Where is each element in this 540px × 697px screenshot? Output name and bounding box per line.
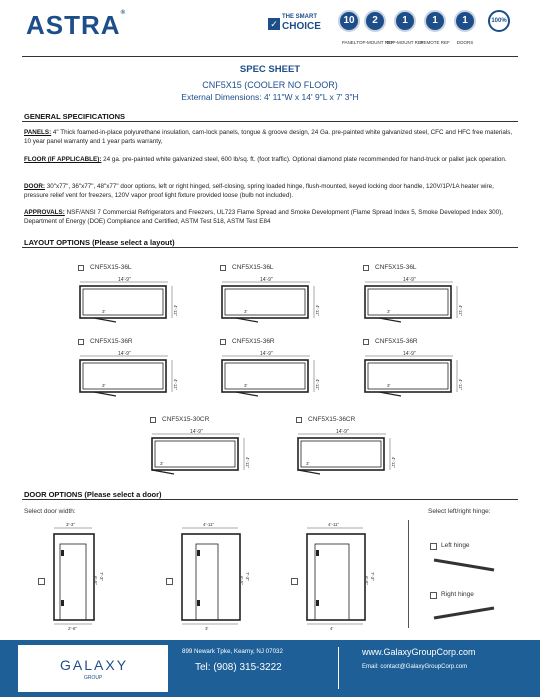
layout-floorplan: [214, 346, 324, 401]
spec-title: SPEC SHEET: [239, 64, 301, 75]
svg-text:4'-11": 4'-11": [245, 457, 250, 469]
svg-text:14'-9": 14'-9": [403, 351, 416, 357]
svg-text:4'-11": 4'-11": [328, 522, 340, 527]
layout-checkbox[interactable]: [220, 339, 226, 345]
door-width-checkbox-2[interactable]: [291, 578, 298, 585]
svg-text:4'-11": 4'-11": [203, 522, 215, 527]
svg-text:3': 3': [387, 383, 391, 388]
svg-text:7'-3": 7'-3": [370, 572, 375, 581]
svg-text:3': 3': [387, 309, 391, 314]
header-divider: [22, 56, 518, 57]
layout-checkbox[interactable]: [363, 339, 369, 345]
layout-label: CNF5X15-36R: [90, 338, 133, 345]
warranty-badge-remote: 1: [424, 10, 446, 32]
layout-floorplan: [72, 272, 182, 327]
footer-phone[interactable]: Tel: (908) 315-3222: [195, 662, 282, 673]
layout-label: CNF5X15-36R: [232, 338, 275, 345]
approvals-spec: APPROVALS: NSF/ANSI 7 Commercial Refrigerators and Freezers, UL723 Flame Spread and Smoke Development (Flame Spread Index 5, Smoke Developed Index 300), Department of Energy (DOE) Compliance and Certified, ASTM Test 518, ASTM Test E84: [24, 209, 504, 226]
svg-text:3': 3': [160, 461, 164, 466]
svg-text:14'-9": 14'-9": [260, 277, 273, 283]
right-hinge-checkbox[interactable]: [430, 592, 437, 599]
layout-floorplan: [144, 424, 254, 479]
svg-text:7'-3": 7'-3": [99, 572, 104, 581]
floor-spec: FLOOR (IF APPLICABLE): 24 ga. pre-painted white galvanized steel, 600 lb/sq. ft. (foot traffic). Optional diamond plate recommended for hand-truck or pallet jack operation.: [24, 156, 507, 163]
svg-text:14'-9": 14'-9": [190, 429, 203, 435]
hinge-prompt: Select left/right hinge:: [428, 508, 491, 515]
layout-checkbox[interactable]: [220, 265, 226, 271]
left-hinge-icon: [430, 556, 500, 574]
layout-label: CNF5X15-36R: [375, 338, 418, 345]
door-elevation-1: [180, 520, 260, 632]
left-hinge-checkbox[interactable]: [430, 543, 437, 550]
svg-text:4'-11": 4'-11": [315, 305, 320, 317]
svg-text:4'-11": 4'-11": [391, 457, 396, 469]
warranty-badge-topmount-2: 1: [394, 10, 416, 32]
external-dimensions: External Dimensions: 4' 11"W x 14' 9"L x 7' 3"H: [181, 92, 359, 102]
svg-text:4'-11": 4'-11": [458, 379, 463, 391]
layout-checkbox[interactable]: [363, 265, 369, 271]
svg-text:3': 3': [306, 461, 310, 466]
footer-divider: [338, 647, 339, 689]
divider: [22, 247, 518, 248]
layout-heading: LAYOUT OPTIONS (Please select a layout): [24, 238, 175, 247]
door-spec: DOOR: 30"x77", 36"x77", 48"x77" door options, left or right hinged, self-closing, spring loaded hinge, flush-mounted, keyed locking door handle, 120V/1P/1A heater wire, pressure relief vent for freezers, 120V vapor proof light fixture provided loose (bulb not included).: [24, 183, 494, 200]
svg-text:14'-9": 14'-9": [336, 429, 349, 435]
door-width-prompt: Select door width:: [24, 508, 76, 515]
smart-choice-logo: ✓ THE SMART CHOICE: [268, 14, 328, 36]
warranty-badge-panel: 10: [338, 10, 360, 32]
svg-text:4'-11": 4'-11": [173, 379, 178, 391]
hundred-percent-badge: 100%: [488, 10, 510, 32]
svg-text:3': 3': [205, 626, 209, 631]
divider: [22, 499, 518, 500]
warranty-badge-doors: 1: [454, 10, 476, 32]
layout-label: CNF5X15-36L: [375, 264, 417, 271]
svg-text:6'-5": 6'-5": [93, 576, 98, 585]
door-divider: [408, 520, 409, 628]
layout-checkbox[interactable]: [296, 417, 302, 423]
layout-label: CNF5X15-36L: [232, 264, 274, 271]
svg-text:3': 3': [102, 309, 106, 314]
footer-website[interactable]: www.GalaxyGroupCorp.com: [362, 647, 476, 657]
layout-floorplan: [357, 272, 467, 327]
left-hinge-label: Left hinge: [441, 542, 470, 549]
svg-text:2'-6": 2'-6": [68, 626, 77, 631]
svg-text:6'-5": 6'-5": [239, 576, 244, 585]
footer-address: 899 Newark Tpke, Kearny, NJ 07032: [182, 648, 283, 655]
door-elevation-2: [305, 520, 385, 632]
layout-floorplan: [290, 424, 400, 479]
svg-text:6'-5": 6'-5": [364, 576, 369, 585]
svg-text:3': 3': [102, 383, 106, 388]
check-icon: ✓: [268, 18, 280, 30]
svg-text:4'-11": 4'-11": [173, 305, 178, 317]
model-name: CNF5X15 (COOLER NO FLOOR): [202, 80, 338, 90]
layout-label: CNF5X15-30CR: [162, 416, 210, 423]
svg-text:3': 3': [244, 383, 248, 388]
divider: [22, 121, 518, 122]
warranty-badge-topmount: 2: [364, 10, 386, 32]
layout-label: CNF5X15-36L: [90, 264, 132, 271]
door-elevation-0: [52, 520, 132, 632]
layout-label: CNF5X15-36CR: [308, 416, 356, 423]
galaxy-logo: GALAXY GROUP: [18, 645, 168, 692]
svg-text:4'-11": 4'-11": [315, 379, 320, 391]
svg-text:3'-3": 3'-3": [66, 522, 75, 527]
svg-text:14'-9": 14'-9": [118, 277, 131, 283]
door-options-heading: DOOR OPTIONS (Please select a door): [24, 490, 162, 499]
door-width-checkbox-0[interactable]: [38, 578, 45, 585]
svg-text:4'-11": 4'-11": [458, 305, 463, 317]
svg-text:3': 3': [244, 309, 248, 314]
panels-spec: PANELS: 4" Thick foamed-in-place polyurethane insulation, cam-lock panels, tongue & groove design, 24 Ga. pre-painted white galvanized steel, CFC and HFC free materials, 10 year panel warranty and 1 year parts warranty,: [24, 129, 513, 146]
layout-checkbox[interactable]: [78, 265, 84, 271]
layout-checkbox[interactable]: [150, 417, 156, 423]
layout-floorplan: [214, 272, 324, 327]
right-hinge-icon: [430, 604, 500, 622]
svg-text:14'-9": 14'-9": [403, 277, 416, 283]
general-heading: GENERAL SPECIFICATIONS: [24, 112, 125, 121]
right-hinge-label: Right hinge: [441, 591, 474, 598]
svg-text:7'-3": 7'-3": [245, 572, 250, 581]
astra-logo: ASTRA®: [26, 10, 126, 40]
layout-floorplan: [357, 346, 467, 401]
svg-text:14'-9": 14'-9": [260, 351, 273, 357]
svg-text:14'-9": 14'-9": [118, 351, 131, 357]
footer-email[interactable]: Email: contact@GalaxyGroupCorp.com: [362, 664, 468, 670]
door-width-checkbox-1[interactable]: [166, 578, 173, 585]
svg-text:4': 4': [330, 626, 334, 631]
layout-checkbox[interactable]: [78, 339, 84, 345]
layout-floorplan: [72, 346, 182, 401]
